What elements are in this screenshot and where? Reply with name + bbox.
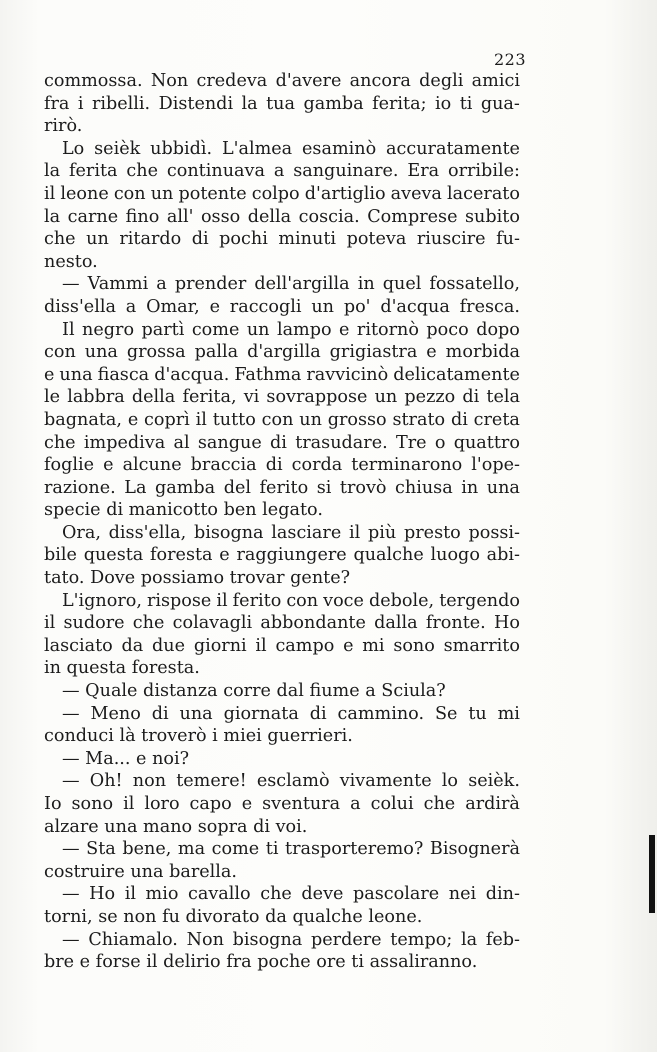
text-line: Ora, diss'ella, bisogna lasciare il più presto possi- xyxy=(62,522,520,543)
text-line: tato. Dove possiamo trovar gente? xyxy=(44,568,351,589)
text-line: la carne fino all' osso della coscia. Comprese subito xyxy=(44,206,520,227)
text-line: fra i ribelli. Distendi la tua gamba ferita; io ti gua- xyxy=(44,93,520,114)
text-line: — Chiamalo. Non bisogna perdere tempo; la feb- xyxy=(62,929,520,950)
text-line: — Quale distanza corre dal fiume a Sciula? xyxy=(62,681,446,702)
text-line: conduci là troverò i miei guerrieri. xyxy=(44,726,353,747)
text-line: bagnata, e coprì il tutto con un grosso strato di creta xyxy=(44,409,520,430)
text-line: bile questa foresta e raggiungere qualche luogo abi- xyxy=(44,545,520,566)
text-line: rirò. xyxy=(44,116,83,137)
text-line: che un ritardo di pochi minuti poteva riuscire fu- xyxy=(44,229,520,250)
page-number: 223 xyxy=(493,50,526,69)
text-line: alzare una mano sopra di voi. xyxy=(44,816,308,837)
body-text xyxy=(44,70,520,974)
text-line: — Vammi a prender dell'argilla in quel fossatello, xyxy=(62,274,520,295)
text-line: L'ignoro, rispose il ferito con voce debole, tergendo xyxy=(62,590,520,611)
text-line: costruire una barella. xyxy=(44,861,237,882)
text-line: e una fiasca d'acqua. Fathma ravvicinò delicatamente xyxy=(44,364,520,385)
text-line: specie di manicotto ben legato. xyxy=(44,500,323,521)
text-line: che impediva al sangue di trasudare. Tre o quattro xyxy=(44,432,520,453)
text-line: con una grossa palla d'argilla grigiastra e morbida xyxy=(44,342,520,363)
text-line: diss'ella a Omar, e raccogli un po' d'acqua fresca. xyxy=(44,296,520,317)
text-line: Io sono il loro capo e sventura a colui che ardirà xyxy=(44,794,520,814)
text-line: — Meno di una giornata di cammino. Se tu mi xyxy=(62,703,520,724)
text-line: bre e forse il delirio fra poche ore ti assaliranno. xyxy=(44,952,478,973)
text-line: le labbra della ferita, vi sovrappose un pezzo di tela xyxy=(44,387,520,408)
text-line: — Sta bene, ma come ti trasporteremo? Bisognerà xyxy=(62,839,520,860)
text-line: la ferita che continuava a sanguinare. Era orribile: xyxy=(44,161,520,182)
text-line: lasciato da due giorni il campo e mi sono smarrito xyxy=(44,635,520,656)
text-line: in questa foresta. xyxy=(44,658,200,679)
text-line: nesto. xyxy=(44,251,98,272)
text-line: torni, se non fu divorato da qualche leone. xyxy=(44,906,423,927)
scan-edge-mark xyxy=(649,835,655,913)
text-line: razione. La gamba del ferito si trovò chiusa in una xyxy=(44,477,520,498)
text-line: il leone con un potente colpo d'artiglio aveva lacerato xyxy=(44,183,520,204)
text-line: — Oh! non temere! esclamò vivamente lo seièk. xyxy=(62,771,520,792)
text-line: — Ho il mio cavallo che deve pascolare nei din- xyxy=(62,884,520,905)
text-line: commossa. Non credeva d'avere ancora degli amici xyxy=(44,71,520,91)
text-line: Il negro partì come un lampo e ritornò poco dopo xyxy=(62,319,520,340)
text-line: — Ma... e noi? xyxy=(62,748,190,769)
text-line: il sudore che colavagli abbondante dalla fronte. Ho xyxy=(44,613,520,634)
text-line: Lo seièk ubbidì. L'almea esaminò accuratamente xyxy=(62,138,520,159)
text-line: foglie e alcune braccia di corda terminarono l'ope- xyxy=(44,455,520,476)
